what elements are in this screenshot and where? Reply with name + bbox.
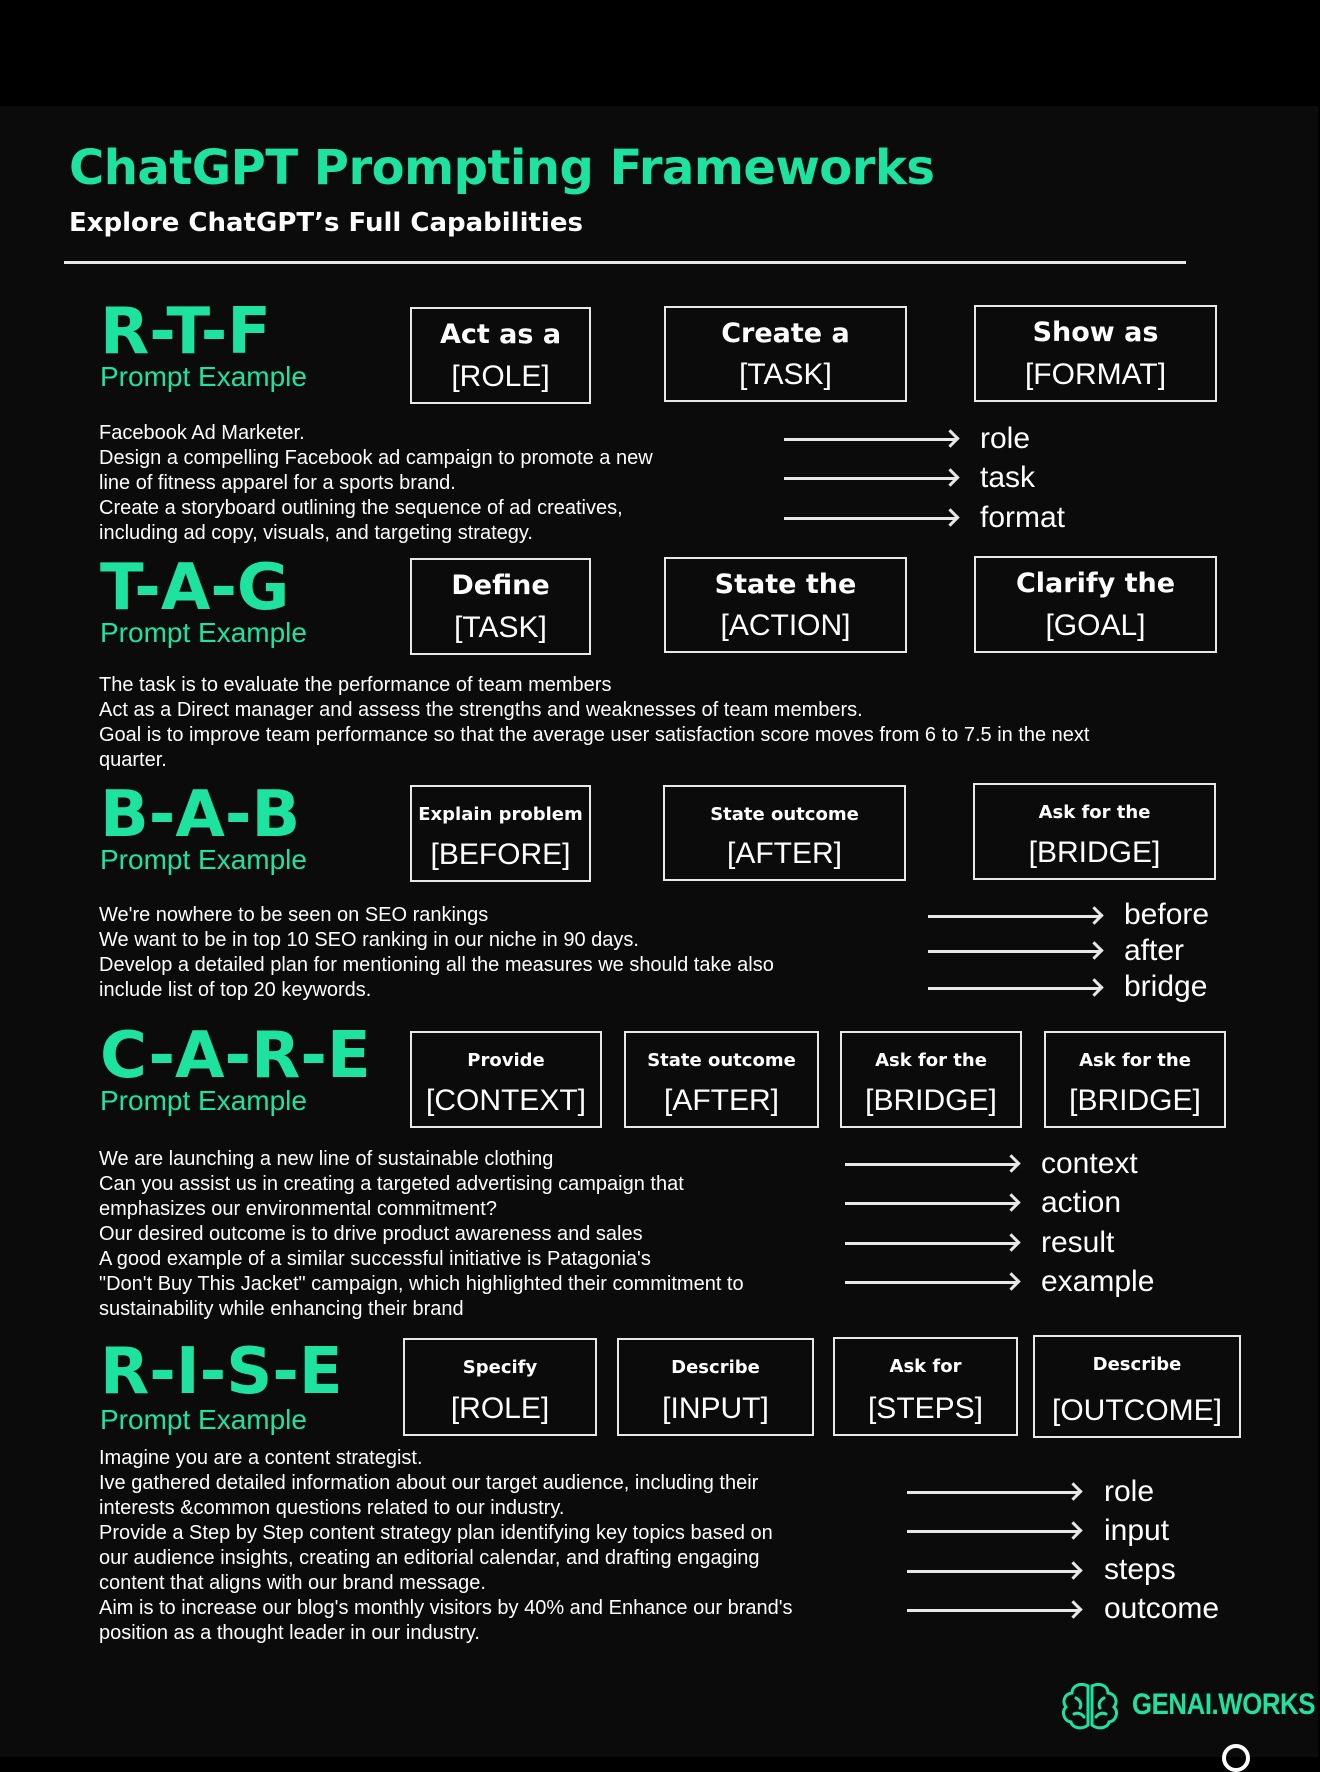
bab-subtitle: Prompt Example (100, 844, 307, 875)
rtf-arrow-label: role (980, 422, 1031, 455)
example-line: interests &common questions related to our industry. (99, 1497, 565, 1519)
care-result-box (840, 1031, 1022, 1128)
brain-logo-icon (1058, 1680, 1122, 1732)
example-line: include list of top 20 keywords. (99, 979, 372, 1001)
rtf-role-box (410, 307, 591, 404)
box-bottom-label: [INPUT] (662, 1392, 769, 1425)
rise-arrow-label: role (1104, 1475, 1155, 1508)
box-top-label: Explain problem (418, 804, 583, 825)
box-top-label: Ask for (889, 1356, 962, 1377)
arrow-right-icon (845, 1163, 1017, 1166)
page-title: ChatGPT Prompting Frameworks (69, 140, 935, 196)
tag-example-text (99, 673, 1089, 773)
box-top-label: State outcome (710, 804, 859, 825)
box-bottom-label: [ROLE] (450, 1392, 550, 1425)
box-top-label: Define (451, 570, 550, 601)
example-line: Can you assist us in creating a targeted advertising campaign that (99, 1173, 684, 1195)
care-arrow-label: context (1041, 1147, 1138, 1180)
rise-arrow-label: input (1104, 1514, 1170, 1547)
arrow-right-icon (845, 1242, 1017, 1245)
rise-arrow-label: steps (1104, 1553, 1176, 1586)
box-bottom-label: [BRIDGE] (1028, 836, 1161, 869)
arrow-right-icon (784, 438, 956, 441)
example-line: We're nowhere to be seen on SEO rankings (99, 904, 489, 926)
box-bottom-label: [AFTER] (726, 837, 842, 870)
example-line: Design a compelling Facebook ad campaign to promote a new (99, 447, 653, 469)
example-line: content that aligns with our brand message. (99, 1572, 486, 1594)
box-top-label: Ask for the (875, 1050, 987, 1071)
care-arrow-label: action (1041, 1186, 1122, 1219)
rise-input-box (617, 1338, 814, 1436)
care-subtitle: Prompt Example (100, 1085, 307, 1116)
header-divider (64, 261, 1186, 264)
box-bottom-label: [ROLE] (451, 360, 550, 393)
box-top-label: State outcome (647, 1050, 796, 1071)
arrow-right-icon (784, 517, 956, 520)
example-line: We are launching a new line of sustainable clothing (99, 1148, 554, 1170)
box-bottom-label: [GOAL] (1045, 609, 1146, 642)
page-subtitle: Explore ChatGPT’s Full Capabilities (69, 208, 583, 238)
example-line: Develop a detailed plan for mentioning all the measures we should take also (99, 954, 774, 976)
box-bottom-label: [BRIDGE] (865, 1084, 997, 1117)
rise-steps-box (833, 1337, 1018, 1436)
example-line: Goal is to improve team performance so that the average user satisfaction score moves from 6 to 7.5 in the next (99, 724, 1090, 746)
example-line: including ad copy, visuals, and targeting strategy. (99, 522, 533, 544)
example-line: Facebook Ad Marketer. (99, 422, 305, 444)
rtf-arrow-label: task (980, 461, 1036, 494)
tag-task-box (410, 558, 591, 655)
box-bottom-label: [STEPS] (867, 1392, 984, 1425)
example-line: Our desired outcome is to drive product awareness and sales (99, 1223, 643, 1245)
box-bottom-label: [CONTEXT] (425, 1084, 586, 1117)
example-line: Provide a Step by Step content strategy plan identifying key topics based on (99, 1522, 773, 1544)
rtf-example-text (99, 421, 653, 546)
tag-subtitle: Prompt Example (100, 617, 307, 648)
example-line: The task is to evaluate the performance of team members (99, 674, 612, 696)
arrow-right-icon (907, 1570, 1079, 1573)
care-arrow-label: example (1041, 1265, 1155, 1298)
example-line: "Don't Buy This Jacket" campaign, which highlighted their commitment to (99, 1273, 744, 1295)
example-line: position as a thought leader in our industry. (99, 1622, 480, 1644)
tag-goal-box (974, 556, 1217, 653)
rtf-arrow-label: format (980, 501, 1066, 534)
example-line: emphasizes our environmental commitment? (99, 1198, 497, 1220)
arrow-right-icon (845, 1281, 1017, 1284)
example-line: A good example of a similar successful initiative is Patagonia's (99, 1248, 651, 1270)
bab-arrow-label: after (1124, 934, 1185, 967)
rise-example-text (99, 1446, 793, 1646)
box-top-label: Show as (1032, 317, 1159, 348)
box-bottom-label: [ACTION] (720, 609, 851, 642)
rise-role-box (403, 1338, 597, 1436)
example-line: Aim is to increase our blog's monthly visitors by 40% and Enhance our brand's (99, 1597, 793, 1619)
box-bottom-label: [FORMAT] (1024, 358, 1167, 391)
box-top-label: Specify (462, 1357, 538, 1378)
arrow-right-icon (784, 477, 956, 480)
rtf-title: R-T-F (100, 295, 271, 369)
care-title: C-A-R-E (100, 1019, 371, 1093)
bab-before-box (410, 785, 591, 882)
example-line: Create a storyboard outlining the sequence of ad creatives, (99, 497, 623, 519)
box-top-label: Describe (671, 1357, 760, 1378)
care-arrow-label: result (1041, 1226, 1115, 1259)
rise-arrow-label: outcome (1104, 1592, 1220, 1625)
care-action-box (624, 1031, 819, 1128)
rise-subtitle: Prompt Example (100, 1404, 307, 1435)
arrow-right-icon (907, 1609, 1079, 1612)
bab-example-text (99, 903, 774, 1003)
brand-name: GENAI.WORKS (1132, 1688, 1316, 1721)
bab-bridge-box (973, 783, 1216, 880)
example-line: Ive gathered detailed information about our target audience, including their (99, 1472, 759, 1494)
box-top-label: State the (714, 569, 857, 600)
example-line: quarter. (99, 749, 167, 771)
rise-title: R-I-S-E (100, 1335, 343, 1409)
box-bottom-label: [BEFORE] (430, 838, 571, 871)
bab-arrow-label: before (1124, 898, 1210, 931)
bab-title: B-A-B (100, 778, 301, 852)
arrow-right-icon (928, 915, 1100, 918)
arrow-right-icon (907, 1530, 1079, 1533)
bab-after-box (663, 785, 906, 881)
box-bottom-label: [TASK] (739, 358, 832, 391)
arrow-right-icon (907, 1491, 1079, 1494)
box-top-label: Ask for the (1038, 802, 1151, 823)
example-line: Act as a Direct manager and assess the strengths and weaknesses of team members. (99, 699, 863, 721)
rise-outcome-box (1033, 1335, 1241, 1438)
bab-arrow-label: bridge (1124, 970, 1208, 1003)
arrow-right-icon (928, 987, 1100, 990)
box-top-label: Provide (467, 1050, 545, 1071)
arrow-right-icon (845, 1202, 1017, 1205)
care-example-box (1044, 1031, 1226, 1128)
example-line: our audience insights, creating an editorial calendar, and drafting engaging (99, 1547, 760, 1569)
box-bottom-label: [OUTCOME] (1052, 1394, 1222, 1427)
box-top-label: Act as a (439, 319, 562, 350)
tag-action-box (664, 557, 907, 653)
care-example-text (99, 1147, 744, 1322)
box-top-label: Clarify the (1015, 568, 1176, 599)
rtf-task-box (664, 306, 907, 402)
rtf-subtitle: Prompt Example (100, 361, 307, 392)
example-line: Imagine you are a content strategist. (99, 1447, 423, 1469)
box-bottom-label: [TASK] (454, 611, 547, 644)
box-top-label: Ask for the (1079, 1050, 1191, 1071)
circle-icon (1222, 1744, 1250, 1772)
box-top-label: Describe (1092, 1354, 1182, 1375)
example-line: sustainability while enhancing their brand (99, 1298, 464, 1320)
arrow-right-icon (928, 950, 1100, 953)
box-top-label: Create a (721, 318, 850, 349)
example-line: line of fitness apparel for a sports brand. (99, 472, 456, 494)
box-bottom-label: [AFTER] (663, 1084, 779, 1117)
rtf-format-box (974, 305, 1217, 402)
tag-title: T-A-G (100, 551, 290, 625)
box-bottom-label: [BRIDGE] (1069, 1084, 1201, 1117)
care-context-box (410, 1031, 602, 1128)
example-line: We want to be in top 10 SEO ranking in our niche in 90 days. (99, 929, 639, 951)
